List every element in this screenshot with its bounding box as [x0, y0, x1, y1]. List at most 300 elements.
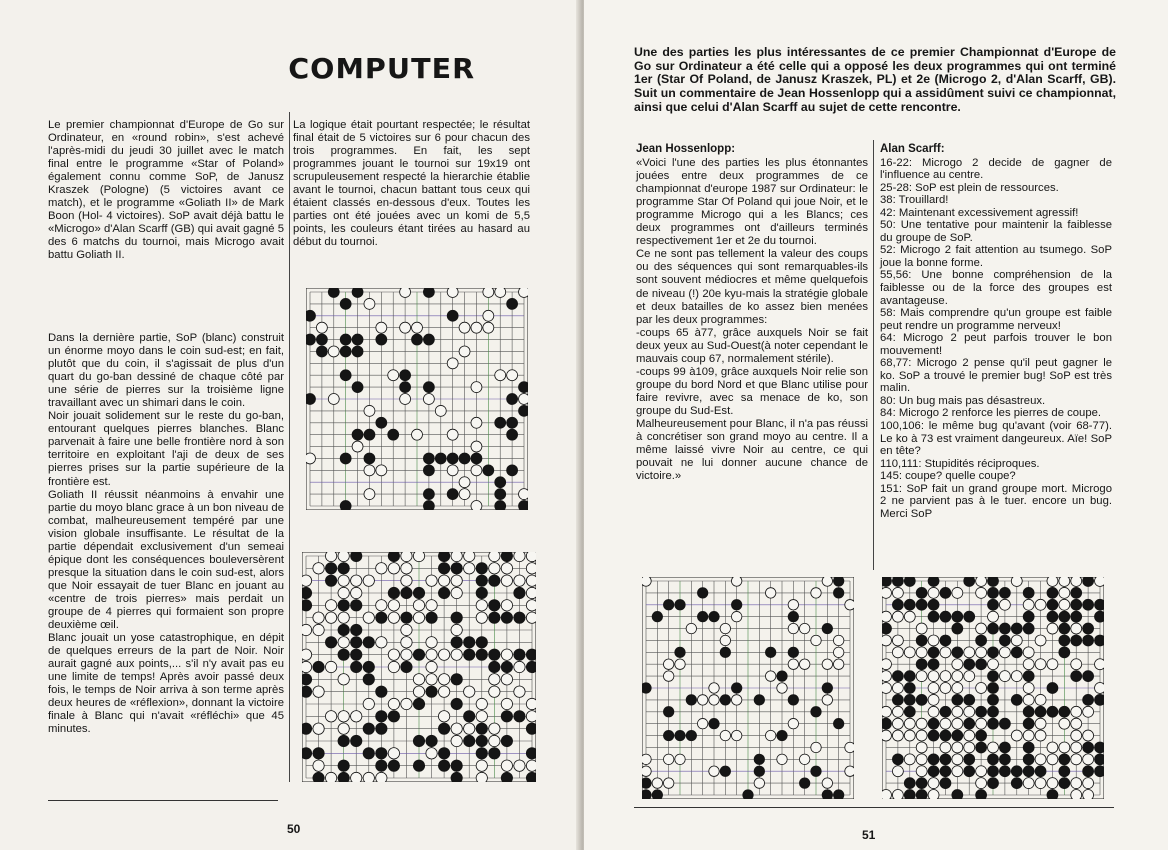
white-stone	[882, 611, 891, 622]
white-stone	[338, 587, 349, 598]
black-stone	[928, 718, 939, 729]
white-stone	[882, 730, 891, 741]
white-stone	[1023, 659, 1034, 670]
white-stone	[845, 600, 854, 610]
white-stone	[401, 624, 412, 635]
commentary-note: 38: Trouillard!	[880, 194, 949, 207]
white-stone	[976, 718, 987, 729]
white-stone	[426, 649, 437, 660]
black-stone	[363, 674, 374, 685]
white-stone	[501, 649, 512, 660]
black-stone	[988, 587, 999, 598]
black-stone	[675, 647, 685, 657]
black-stone	[413, 735, 424, 746]
black-stone	[940, 635, 951, 646]
commentary-note: 64: Microgo 2 peut parfois trouver le bon mouvement!	[880, 332, 1112, 357]
black-stone	[754, 754, 764, 764]
black-stone	[526, 649, 536, 660]
white-stone	[1059, 599, 1070, 610]
commentary-note: 100,106: le même bug qu'avant (voir 68-77). Le ko à 73 est vraiment dangeureux. Aïe! SoP en tête?	[880, 420, 1112, 458]
commentary-note: 80: Un bug mais pas désastreux.	[880, 394, 1046, 407]
black-stone	[988, 754, 999, 765]
white-stone	[892, 730, 903, 741]
black-stone	[709, 718, 719, 728]
black-stone	[388, 429, 399, 440]
black-stone	[999, 766, 1010, 777]
white-stone	[388, 612, 399, 623]
white-stone	[476, 698, 487, 709]
black-stone	[489, 661, 500, 672]
white-stone	[940, 742, 951, 753]
black-stone	[476, 735, 487, 746]
black-stone	[1059, 635, 1070, 646]
black-stone	[1095, 742, 1104, 753]
black-stone	[514, 612, 525, 623]
black-stone	[316, 346, 327, 357]
black-stone	[892, 754, 903, 765]
black-stone	[423, 489, 434, 500]
black-stone	[904, 694, 915, 705]
white-stone	[976, 778, 987, 789]
black-stone	[325, 563, 336, 574]
white-stone	[1023, 599, 1034, 610]
black-stone	[833, 790, 843, 799]
black-stone	[822, 683, 832, 693]
go-board-diagram	[302, 552, 536, 782]
black-stone	[363, 661, 374, 672]
white-stone	[376, 600, 387, 611]
black-stone	[928, 611, 939, 622]
white-stone	[1071, 790, 1082, 799]
white-stone	[822, 778, 832, 788]
black-stone	[451, 612, 462, 623]
left-column-1-lower	[48, 332, 284, 736]
white-stone	[952, 683, 963, 694]
left-column-2	[293, 119, 530, 249]
black-stone	[964, 766, 975, 777]
black-stone	[302, 600, 312, 611]
black-stone	[1023, 611, 1034, 622]
white-stone	[413, 552, 424, 562]
byline: Jean Hossenlopp:	[636, 143, 736, 155]
black-stone	[720, 695, 730, 705]
white-stone	[976, 683, 987, 694]
white-stone	[413, 686, 424, 697]
white-stone	[313, 686, 324, 697]
white-stone	[451, 649, 462, 660]
white-stone	[489, 735, 500, 746]
white-stone	[471, 501, 482, 510]
white-stone	[447, 429, 458, 440]
white-stone	[451, 723, 462, 734]
black-stone	[526, 723, 536, 734]
white-stone	[451, 552, 462, 562]
white-stone	[328, 346, 339, 357]
black-stone	[765, 647, 775, 657]
black-stone	[426, 612, 437, 623]
white-stone	[1083, 730, 1094, 741]
black-stone	[388, 587, 399, 598]
black-stone	[1059, 766, 1070, 777]
black-stone	[1023, 671, 1034, 682]
black-stone	[507, 394, 518, 405]
white-stone	[788, 718, 798, 728]
black-stone	[731, 600, 741, 610]
white-stone	[476, 711, 487, 722]
black-stone	[1071, 611, 1082, 622]
black-stone	[882, 623, 891, 634]
white-stone	[1071, 706, 1082, 717]
white-stone	[489, 686, 500, 697]
black-stone	[526, 772, 536, 782]
white-stone	[928, 778, 939, 789]
white-stone	[928, 587, 939, 598]
white-stone	[438, 686, 449, 697]
white-stone	[652, 778, 662, 788]
black-stone	[338, 735, 349, 746]
white-stone	[376, 322, 387, 333]
white-stone	[1011, 671, 1022, 682]
black-stone	[400, 370, 411, 381]
go-board-diagram	[642, 577, 854, 799]
black-stone	[438, 760, 449, 771]
black-stone	[338, 649, 349, 660]
black-stone	[483, 465, 494, 476]
white-stone	[904, 611, 915, 622]
white-stone	[952, 718, 963, 729]
black-stone	[686, 730, 696, 740]
footer-rule	[634, 807, 1114, 808]
black-stone	[451, 637, 462, 648]
black-stone	[988, 706, 999, 717]
white-stone	[364, 405, 375, 416]
black-stone	[447, 310, 458, 321]
white-stone	[514, 575, 525, 586]
black-stone	[976, 659, 987, 670]
black-stone	[363, 723, 374, 734]
white-stone	[1035, 730, 1046, 741]
black-stone	[340, 334, 351, 345]
white-stone	[459, 489, 470, 500]
white-stone	[999, 647, 1010, 658]
black-stone	[952, 694, 963, 705]
black-stone	[451, 772, 462, 782]
white-stone	[916, 766, 927, 777]
black-stone	[476, 748, 487, 759]
black-stone	[663, 707, 673, 717]
black-stone	[833, 588, 843, 598]
white-stone	[413, 674, 424, 685]
white-stone	[1059, 577, 1070, 586]
black-stone	[1059, 778, 1070, 789]
white-stone	[720, 635, 730, 645]
white-stone	[401, 563, 412, 574]
white-stone	[1047, 778, 1058, 789]
black-stone	[340, 346, 351, 357]
white-stone	[964, 730, 975, 741]
black-stone	[352, 334, 363, 345]
white-stone	[731, 730, 741, 740]
black-stone	[1059, 706, 1070, 717]
white-stone	[351, 711, 362, 722]
white-stone	[642, 577, 651, 586]
white-stone	[451, 587, 462, 598]
white-stone	[413, 600, 424, 611]
white-stone	[845, 742, 854, 752]
white-stone	[1071, 718, 1082, 729]
paragraph: Malheureusement pour Blanc, il n'a pas réussi à concrétiser son grand moyo au centre. Il a même laissé vivre Noir au centre, ce qui pouvait ne lui donner aucune chance de victoire.»	[636, 417, 868, 483]
black-stone	[928, 647, 939, 658]
white-stone	[720, 623, 730, 633]
white-stone	[388, 563, 399, 574]
white-stone	[1083, 790, 1094, 799]
black-stone	[352, 382, 363, 393]
white-stone	[376, 563, 387, 574]
white-stone	[401, 649, 412, 660]
white-stone	[306, 453, 315, 464]
black-stone	[489, 649, 500, 660]
black-stone	[495, 501, 506, 510]
black-stone	[1011, 647, 1022, 658]
white-stone	[822, 577, 832, 586]
black-stone	[904, 671, 915, 682]
white-stone	[483, 288, 494, 297]
black-stone	[400, 382, 411, 393]
white-stone	[325, 552, 336, 562]
white-stone	[663, 754, 673, 764]
white-stone	[833, 647, 843, 657]
white-stone	[363, 612, 374, 623]
black-stone	[476, 723, 487, 734]
white-stone	[464, 723, 475, 734]
white-stone	[519, 288, 528, 297]
black-stone	[928, 659, 939, 670]
black-stone	[471, 453, 482, 464]
black-stone	[976, 742, 987, 753]
white-stone	[952, 766, 963, 777]
white-stone	[964, 647, 975, 658]
black-stone	[507, 417, 518, 428]
white-stone	[892, 683, 903, 694]
black-stone	[302, 723, 312, 734]
white-stone	[1011, 635, 1022, 646]
black-stone	[507, 465, 518, 476]
commentary-note: 25-28: SoP est plein de ressources.	[880, 181, 1059, 194]
black-stone	[999, 742, 1010, 753]
white-stone	[388, 698, 399, 709]
commentary-note: 145: coupe? quelle coupe?	[880, 470, 1016, 483]
go-board-diagram	[306, 288, 528, 510]
black-stone	[489, 612, 500, 623]
black-stone	[1095, 599, 1104, 610]
black-stone	[464, 735, 475, 746]
black-stone	[904, 790, 915, 799]
paragraph: -coups 65 à77, grâce auxquels Noir se fait deux yeux au Sud-Ouest(à noter cependant le mauvais coup 67, normalement stérile).	[636, 326, 868, 365]
black-stone	[999, 718, 1010, 729]
commentary-note: 110,111: Stupidités réciproques.	[880, 457, 1040, 470]
black-stone	[822, 790, 832, 799]
white-stone	[447, 288, 458, 297]
black-stone	[1059, 611, 1070, 622]
white-stone	[1059, 587, 1070, 598]
black-stone	[904, 683, 915, 694]
white-stone	[447, 465, 458, 476]
white-stone	[514, 760, 525, 771]
white-stone	[882, 587, 891, 598]
white-stone	[952, 706, 963, 717]
white-stone	[471, 417, 482, 428]
white-stone	[799, 623, 809, 633]
black-stone	[1047, 683, 1058, 694]
white-stone	[952, 659, 963, 670]
white-stone	[426, 600, 437, 611]
white-stone	[1047, 577, 1058, 586]
white-stone	[376, 465, 387, 476]
white-stone	[483, 310, 494, 321]
white-stone	[388, 370, 399, 381]
black-stone	[316, 334, 327, 345]
black-stone	[340, 298, 351, 309]
black-stone	[882, 718, 891, 729]
black-stone	[519, 382, 528, 393]
black-stone	[916, 790, 927, 799]
white-stone	[526, 563, 536, 574]
white-stone	[464, 563, 475, 574]
black-stone	[952, 790, 963, 799]
black-stone	[743, 790, 753, 799]
black-stone	[388, 760, 399, 771]
white-stone	[376, 772, 387, 782]
white-stone	[471, 465, 482, 476]
white-stone	[1083, 754, 1094, 765]
white-stone	[822, 695, 832, 705]
black-stone	[447, 453, 458, 464]
black-stone	[988, 577, 999, 586]
white-stone	[697, 718, 707, 728]
board-grid	[882, 577, 1104, 799]
black-stone	[1083, 671, 1094, 682]
white-stone	[765, 730, 775, 740]
black-stone	[1071, 635, 1082, 646]
black-stone	[642, 683, 651, 693]
white-stone	[426, 575, 437, 586]
black-stone	[675, 730, 685, 740]
white-stone	[495, 370, 506, 381]
black-stone	[940, 706, 951, 717]
white-stone	[1035, 754, 1046, 765]
white-stone	[988, 742, 999, 753]
white-stone	[302, 624, 312, 635]
white-stone	[765, 588, 775, 598]
white-stone	[1047, 742, 1058, 753]
white-stone	[313, 563, 324, 574]
white-stone	[438, 711, 449, 722]
black-stone	[952, 647, 963, 658]
white-stone	[412, 429, 423, 440]
white-stone	[904, 754, 915, 765]
black-stone	[351, 661, 362, 672]
black-stone	[438, 723, 449, 734]
white-stone	[1071, 659, 1082, 670]
white-stone	[904, 730, 915, 741]
white-stone	[904, 647, 915, 658]
white-stone	[526, 575, 536, 586]
black-stone	[1083, 694, 1094, 705]
black-stone	[351, 552, 362, 562]
white-stone	[338, 612, 349, 623]
paragraph: Goliath II réussit néanmoins à envahir une partie du moyo blanc grace à un bon niveau de combat, malheureusement tempéré par une vision globale insuffisante. Le résultat de la partie dépendait exclusivement d'un semeai épique dont les conséquences bouleversèrent presque la situation dans le coin sud-est, alors que Noir essayait de tuer Blanc en jouant au «centre de trois pierres» mais perdait un groupe de 4 pierres qui formaient son propre deuxième œil.	[48, 488, 284, 632]
black-stone	[988, 623, 999, 634]
white-stone	[1035, 718, 1046, 729]
black-stone	[1035, 706, 1046, 717]
white-stone	[464, 686, 475, 697]
white-stone	[413, 612, 424, 623]
black-stone	[489, 600, 500, 611]
white-stone	[976, 647, 987, 658]
black-stone	[495, 417, 506, 428]
paragraph: «Voici l'une des parties les plus étonnantes jouées entre deux programmes de ce championnat d'europe 1987 sur Ordinateur: le programme Star Of Poland qui joue Noir, et le programme Microgo qui a les Blancs; ces deux programmes ont d'ailleurs terminés respectivement 1er et 2e du tournoi.	[636, 157, 868, 248]
white-stone	[928, 694, 939, 705]
black-stone	[388, 711, 399, 722]
white-stone	[882, 659, 891, 670]
white-stone	[952, 742, 963, 753]
white-stone	[483, 322, 494, 333]
white-stone	[777, 683, 787, 693]
black-stone	[976, 706, 987, 717]
black-stone	[964, 577, 975, 586]
white-stone	[1023, 694, 1034, 705]
white-stone	[338, 674, 349, 685]
white-stone	[940, 647, 951, 658]
black-stone	[1083, 623, 1094, 634]
white-stone	[316, 322, 327, 333]
black-stone	[340, 453, 351, 464]
white-stone	[754, 778, 764, 788]
white-stone	[351, 772, 362, 782]
black-stone	[306, 394, 315, 405]
black-stone	[652, 790, 662, 799]
black-stone	[413, 698, 424, 709]
white-stone	[1011, 730, 1022, 741]
black-stone	[788, 611, 798, 621]
white-stone	[1095, 683, 1104, 694]
intro-paragraph: Une des parties les plus intéressantes de ce premier Championnat d'Europe de Go sur Ordinateur a été celle qui a opposé les deux programmes qui ont terminé 1er (Star Of Poland, de Janusz Kraszek, PL) et 2e (Microgo 2, d'Alan Scarff, GB). Suit un commentaire de Jean Hossenlopp qui a assidûment suivi ce championnat, ainsi que celui d'Alan Scarff au sujet de cette rencontre.	[634, 45, 1116, 114]
commentary-note: 52: Microgo 2 fait attention au tsumego. SoP joue la bonne forme.	[880, 244, 1112, 269]
white-stone	[401, 637, 412, 648]
black-stone	[376, 711, 387, 722]
black-stone	[376, 612, 387, 623]
black-stone	[1047, 790, 1058, 799]
white-stone	[811, 588, 821, 598]
black-stone	[363, 637, 374, 648]
black-stone	[788, 647, 798, 657]
white-stone	[338, 552, 349, 562]
black-stone	[1047, 611, 1058, 622]
white-stone	[426, 637, 437, 648]
commentary-note: 50: Une tentative pour maintenir la faiblesse du groupe de SoP.	[880, 219, 1112, 244]
black-stone	[401, 587, 412, 598]
white-stone	[976, 766, 987, 777]
black-stone	[940, 754, 951, 765]
white-stone	[302, 575, 312, 586]
black-stone	[464, 649, 475, 660]
white-stone	[1023, 647, 1034, 658]
white-stone	[999, 599, 1010, 610]
white-stone	[709, 695, 719, 705]
white-stone	[388, 649, 399, 660]
black-stone	[426, 735, 437, 746]
black-stone	[940, 778, 951, 789]
